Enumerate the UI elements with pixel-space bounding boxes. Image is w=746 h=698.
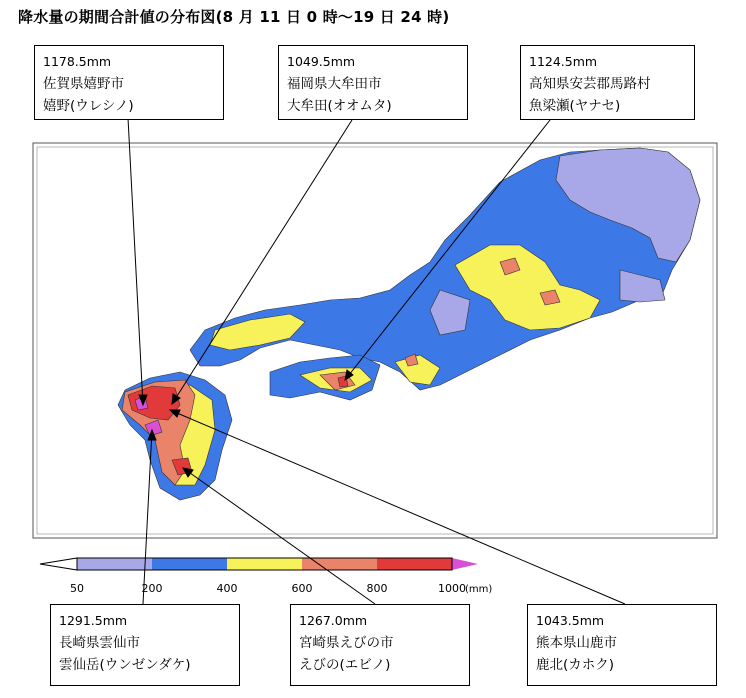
callout-kochi	[520, 45, 695, 120]
legend-tick-800: 800	[366, 582, 388, 595]
callout-location: 宮崎県えびの市	[299, 635, 394, 651]
callout-location: 福岡県大牟田市	[287, 76, 382, 92]
callout-amount: 1267.0mm	[299, 613, 368, 628]
legend-tick-600: 600	[291, 582, 313, 595]
callout-amount: 1043.5mm	[536, 613, 605, 628]
callout-location: 高知県安芸郡馬路村	[529, 76, 651, 92]
callout-kumamoto	[527, 604, 717, 686]
callout-station: 雲仙岳(ウンゼンダケ)	[59, 657, 191, 673]
callout-station: 大牟田(オオムタ)	[287, 98, 392, 114]
callout-station: 鹿北(カホク)	[536, 657, 615, 673]
legend-tick-50: 50	[70, 582, 84, 595]
legend-tick-200: 200	[141, 582, 163, 595]
callout-location: 熊本県山鹿市	[536, 635, 617, 651]
map-title: 降水量の期間合計値の分布図(8 月 11 日 0 時～19 日 24 時)	[18, 8, 450, 26]
callout-location: 長崎県雲仙市	[59, 635, 140, 651]
legend-colorbar	[40, 558, 478, 570]
callout-amount: 1049.5mm	[287, 54, 356, 69]
callout-amount: 1291.5mm	[59, 613, 128, 628]
legend-tick-400: 400	[216, 582, 238, 595]
callout-fukuoka	[278, 45, 468, 120]
legend-unit: (mm)	[465, 584, 493, 595]
callout-amount: 1124.5mm	[529, 54, 598, 69]
callout-nagasaki	[50, 604, 240, 686]
callout-saga	[34, 45, 224, 120]
callout-miyazaki	[290, 604, 470, 686]
callout-location: 佐賀県嬉野市	[43, 76, 124, 92]
callout-amount: 1178.5mm	[43, 54, 112, 69]
callout-station: えびの(エビノ)	[299, 657, 391, 673]
callout-station: 魚梁瀬(ヤナセ)	[529, 98, 621, 114]
callout-station: 嬉野(ウレシノ)	[43, 98, 134, 114]
legend-tick-1000: 1000	[438, 582, 466, 595]
